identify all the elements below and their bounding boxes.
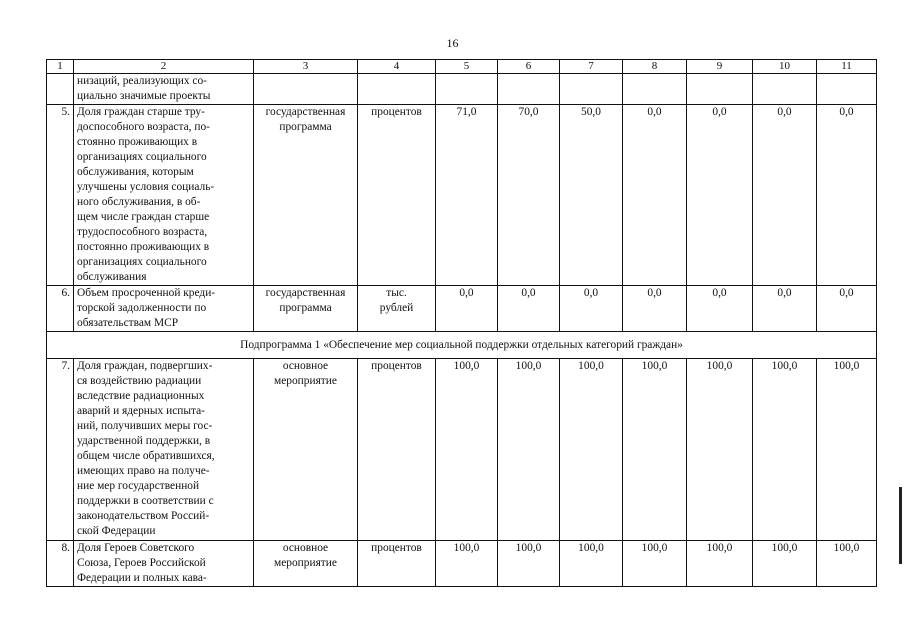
value-cell: 100,0	[498, 541, 560, 587]
table-row	[47, 541, 877, 587]
header-cell: 7	[560, 60, 623, 74]
row-number: 5.	[47, 105, 74, 286]
header-cell: 5	[436, 60, 498, 74]
indicator-type: основное мероприятие	[254, 541, 358, 587]
table-row	[47, 286, 877, 332]
value-cell: 100,0	[498, 359, 560, 541]
value-cell: 100,0	[817, 359, 877, 541]
table-row	[47, 105, 877, 286]
value-cell: 71,0	[436, 105, 498, 286]
row-number	[47, 74, 74, 105]
value-cell: 0,0	[817, 105, 877, 286]
value-cell: 100,0	[753, 359, 817, 541]
scan-artifact	[899, 487, 902, 564]
unit	[358, 74, 436, 105]
value-cell: 100,0	[436, 541, 498, 587]
table-row	[47, 359, 877, 541]
table-row	[47, 74, 877, 105]
header-cell: 1	[47, 60, 74, 74]
subprogram-title: Подпрограмма 1 «Обеспечение мер социальной поддержки отдельных категорий граждан»	[47, 332, 877, 359]
value-cell	[498, 74, 560, 105]
indicator-type: государственная программа	[254, 286, 358, 332]
indicator-name: Доля Героев Советского Союза, Героев Российской Федерации и полных кава-	[74, 541, 254, 587]
value-cell: 0,0	[687, 286, 753, 332]
value-cell	[623, 74, 687, 105]
value-cell	[560, 74, 623, 105]
value-cell	[817, 74, 877, 105]
header-row	[47, 60, 877, 74]
value-cell: 0,0	[623, 105, 687, 286]
value-cell: 100,0	[687, 541, 753, 587]
value-cell	[753, 74, 817, 105]
header-cell: 3	[254, 60, 358, 74]
header-cell: 4	[358, 60, 436, 74]
value-cell: 0,0	[498, 286, 560, 332]
indicators-table	[46, 59, 877, 587]
header-cell: 11	[817, 60, 877, 74]
indicator-type	[254, 74, 358, 105]
value-cell: 0,0	[817, 286, 877, 332]
indicator-type: государственная программа	[254, 105, 358, 286]
value-cell: 0,0	[687, 105, 753, 286]
value-cell: 70,0	[498, 105, 560, 286]
value-cell: 0,0	[560, 286, 623, 332]
header-cell: 8	[623, 60, 687, 74]
row-number: 8.	[47, 541, 74, 587]
value-cell: 100,0	[817, 541, 877, 587]
indicator-name: Объем просроченной креди- торской задолженности по обязательствам МСР	[74, 286, 254, 332]
header-cell: 6	[498, 60, 560, 74]
header-cell: 9	[687, 60, 753, 74]
value-cell: 100,0	[623, 541, 687, 587]
value-cell: 0,0	[623, 286, 687, 332]
value-cell: 50,0	[560, 105, 623, 286]
indicator-name: низаций, реализующих со- циально значимые проекты	[74, 74, 254, 105]
header-cell: 10	[753, 60, 817, 74]
page-number: 16	[446, 36, 459, 50]
header-cell: 2	[74, 60, 254, 74]
value-cell: 100,0	[687, 359, 753, 541]
unit: процентов	[358, 105, 436, 286]
value-cell: 100,0	[623, 359, 687, 541]
row-number: 6.	[47, 286, 74, 332]
indicator-name: Доля граждан старше тру- доспособного возраста, по- стоянно проживающих в организациях социального обслуживания, которым улучшены условия социаль- ного обслуживания, в об- щем числе граждан старше трудоспособного возраста, постоянно проживающих в организациях социального обслуживания	[74, 105, 254, 286]
unit: тыс. рублей	[358, 286, 436, 332]
indicator-type: основное мероприятие	[254, 359, 358, 541]
table-body	[47, 60, 877, 587]
value-cell: 100,0	[560, 541, 623, 587]
value-cell	[687, 74, 753, 105]
value-cell	[436, 74, 498, 105]
value-cell: 0,0	[753, 105, 817, 286]
value-cell: 0,0	[436, 286, 498, 332]
value-cell: 0,0	[753, 286, 817, 332]
row-number: 7.	[47, 359, 74, 541]
value-cell: 100,0	[753, 541, 817, 587]
subprogram-row	[47, 332, 877, 359]
unit: процентов	[358, 541, 436, 587]
value-cell: 100,0	[436, 359, 498, 541]
indicator-name: Доля граждан, подвергших- ся воздействию радиации вследствие радиационных аварий и ядерных испыта- ний, получивших меры гос- ударственной поддержки, в общем числе обратившихся, имеющих право на получе- ние мер государственной поддержки в соответствии с законодательством Россий- ской Федерации	[74, 359, 254, 541]
value-cell: 100,0	[560, 359, 623, 541]
unit: процентов	[358, 359, 436, 541]
